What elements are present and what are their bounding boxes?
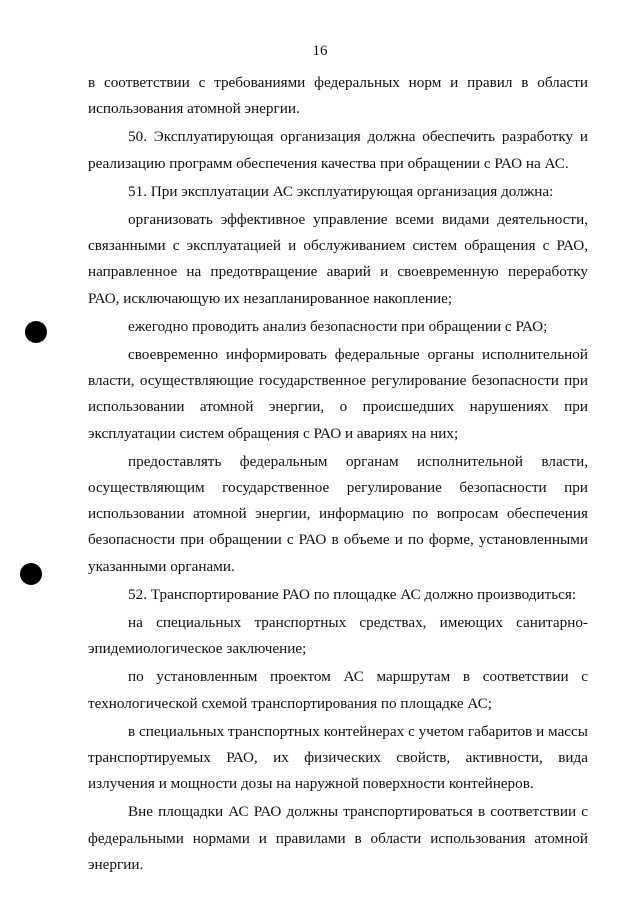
paragraph-closing: Вне площадки АС РАО должны транспортироваться в соответствии с федеральными нормами и правилами в области использования атомной энергии. (88, 803, 588, 873)
paragraph-list-item: организовать эффективное управление всеми видами деятельности, связанными с эксплуатацией и обслуживанием систем обращения с РАО, направленное на предотвращение аварий и своевременную переработку РАО, исключающую их незапланированное накопление; (88, 211, 588, 307)
paragraph-item-52: 52. Транспортирование РАО по площадке АС должно производиться: (128, 585, 577, 603)
paragraph-list-item: по установленным проектом АС маршрутам в соответствии с технологической схемой транспортирования по площадке АС; (88, 668, 588, 712)
paragraph-item-51: 51. При эксплуатации АС эксплуатирующая организация должна: (128, 182, 554, 200)
paragraph-continuation: в соответствии с требованиями федеральных норм и правил в области использования атомной энергии. (88, 74, 588, 118)
paragraph-item-50: 50. Эксплуатирующая организация должна обеспечить разработку и реализацию программ обеспечения качества при обращении с РАО на АС. (88, 128, 588, 172)
page-number: 16 (312, 43, 328, 59)
paragraph-list-item: на специальных транспортных средствах, имеющих санитарно-эпидемиологическое заключение; (88, 614, 588, 658)
paragraph-list-item: предоставлять федеральным органам исполнительной власти, осуществляющим государственное регулирование безопасности при использовании атомной энергии, информацию по вопросам обеспечения безопасности при обращении с РАО в объеме и по форме, установленными указанными органами. (88, 452, 588, 575)
paragraph-list-item: в специальных транспортных контейнерах с учетом габаритов и массы транспортируемых РАО, их физических свойств, активности, вида излучения и мощности дозы на наружной поверхности контейнеров. (88, 722, 588, 793)
paragraph-list-item: своевременно информировать федеральные органы исполнительной власти, осуществляющие государственное регулирование безопасности при использовании атомной энергии, о происшедших нарушениях при эксплуатации систем обращения с РАО и авариях на них; (88, 346, 588, 442)
punch-hole-mark (20, 563, 42, 585)
document-body (88, 70, 588, 880)
paragraph-list-item: ежегодно проводить анализ безопасности при обращении с РАО; (128, 317, 548, 335)
punch-hole-mark (25, 321, 47, 343)
